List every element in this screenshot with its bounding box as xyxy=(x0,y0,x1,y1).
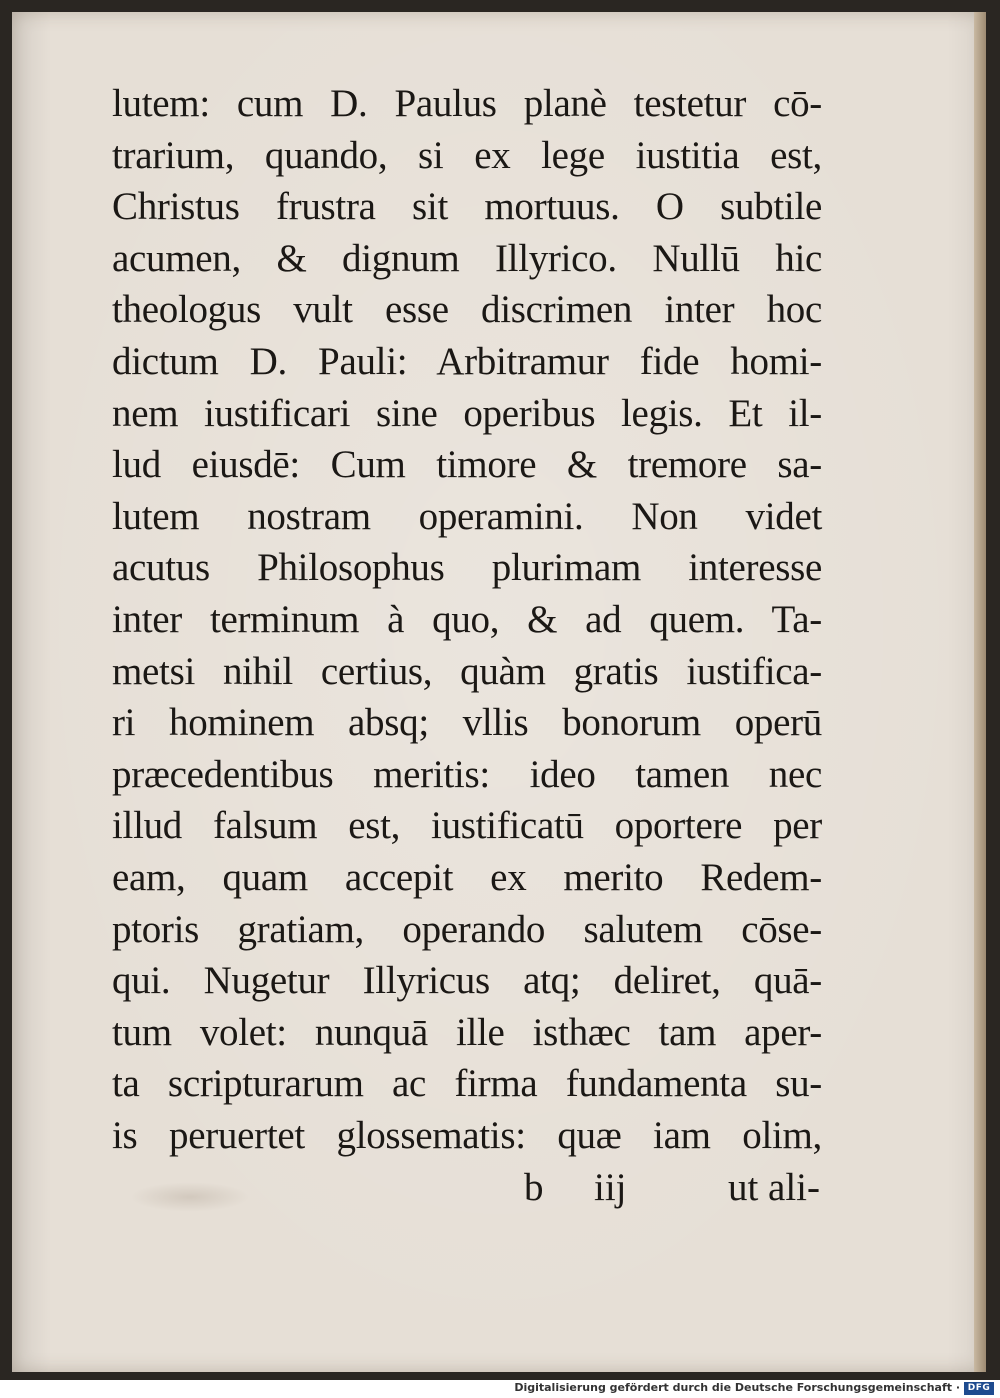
text-line: qui. Nugetur Illyricus atq; deliret, quā- xyxy=(112,959,822,1003)
signature-line xyxy=(112,1165,822,1217)
text-line: theologus vult esse discrimen inter hoc xyxy=(112,288,822,332)
text-line: metsi nihil certius, quàm gratis iustifica- xyxy=(112,649,822,693)
text-line: lutem: cum D. Paulus planè testetur cō- xyxy=(112,82,822,125)
text-line: ri hominem absq; vllis bonorum operū xyxy=(112,701,822,745)
text-line: inter terminum à quo, & ad quem. Ta- xyxy=(112,597,822,641)
signature-number: iij xyxy=(594,1166,627,1209)
page-edge xyxy=(974,12,986,1372)
text-line: dictum D. Pauli: Arbitramur fide homi- xyxy=(112,339,822,383)
text-line: ptoris gratiam, operando salutem cōse- xyxy=(112,907,822,951)
signature-mark: b xyxy=(524,1166,544,1209)
footer-credit: Digitalisierung gefördert durch die Deutsche Forschungsgemeinschaft · xyxy=(514,1381,960,1394)
text-line: trarium, quando, si ex lege iustitia est, xyxy=(112,133,822,177)
text-line: acutus Philosophus plurimam interesse xyxy=(112,546,822,590)
text-line: acumen, & dignum Illyrico. Nullū hic xyxy=(112,236,822,280)
text-line: illud falsum est, iustificatū oportere per xyxy=(112,804,822,848)
dfg-logo: DFG xyxy=(964,1382,994,1395)
text-line: eam, quam accepit ex merito Redem- xyxy=(112,855,822,899)
catchword: ut ali- xyxy=(727,1166,820,1209)
text-line: nem iustificari sine operibus legis. Et il- xyxy=(112,391,822,435)
text-block xyxy=(112,78,822,1161)
text-line: is peruertet glossematis: quæ iam olim, xyxy=(112,1113,822,1157)
text-line: lud eiusdē: Cum timore & tremore sa- xyxy=(112,443,822,487)
text-line: Christus frustra sit mortuus. O subtile xyxy=(112,185,822,229)
text-line: tum volet: nunquā ille isthæc tam aper- xyxy=(112,1010,822,1054)
text-line: præcedentibus meritis: ideo tamen nec xyxy=(112,752,822,796)
text-line: lutem nostram operamini. Non videt xyxy=(112,494,822,538)
text-line: ta scripturarum ac firma fundamenta su- xyxy=(112,1062,822,1106)
